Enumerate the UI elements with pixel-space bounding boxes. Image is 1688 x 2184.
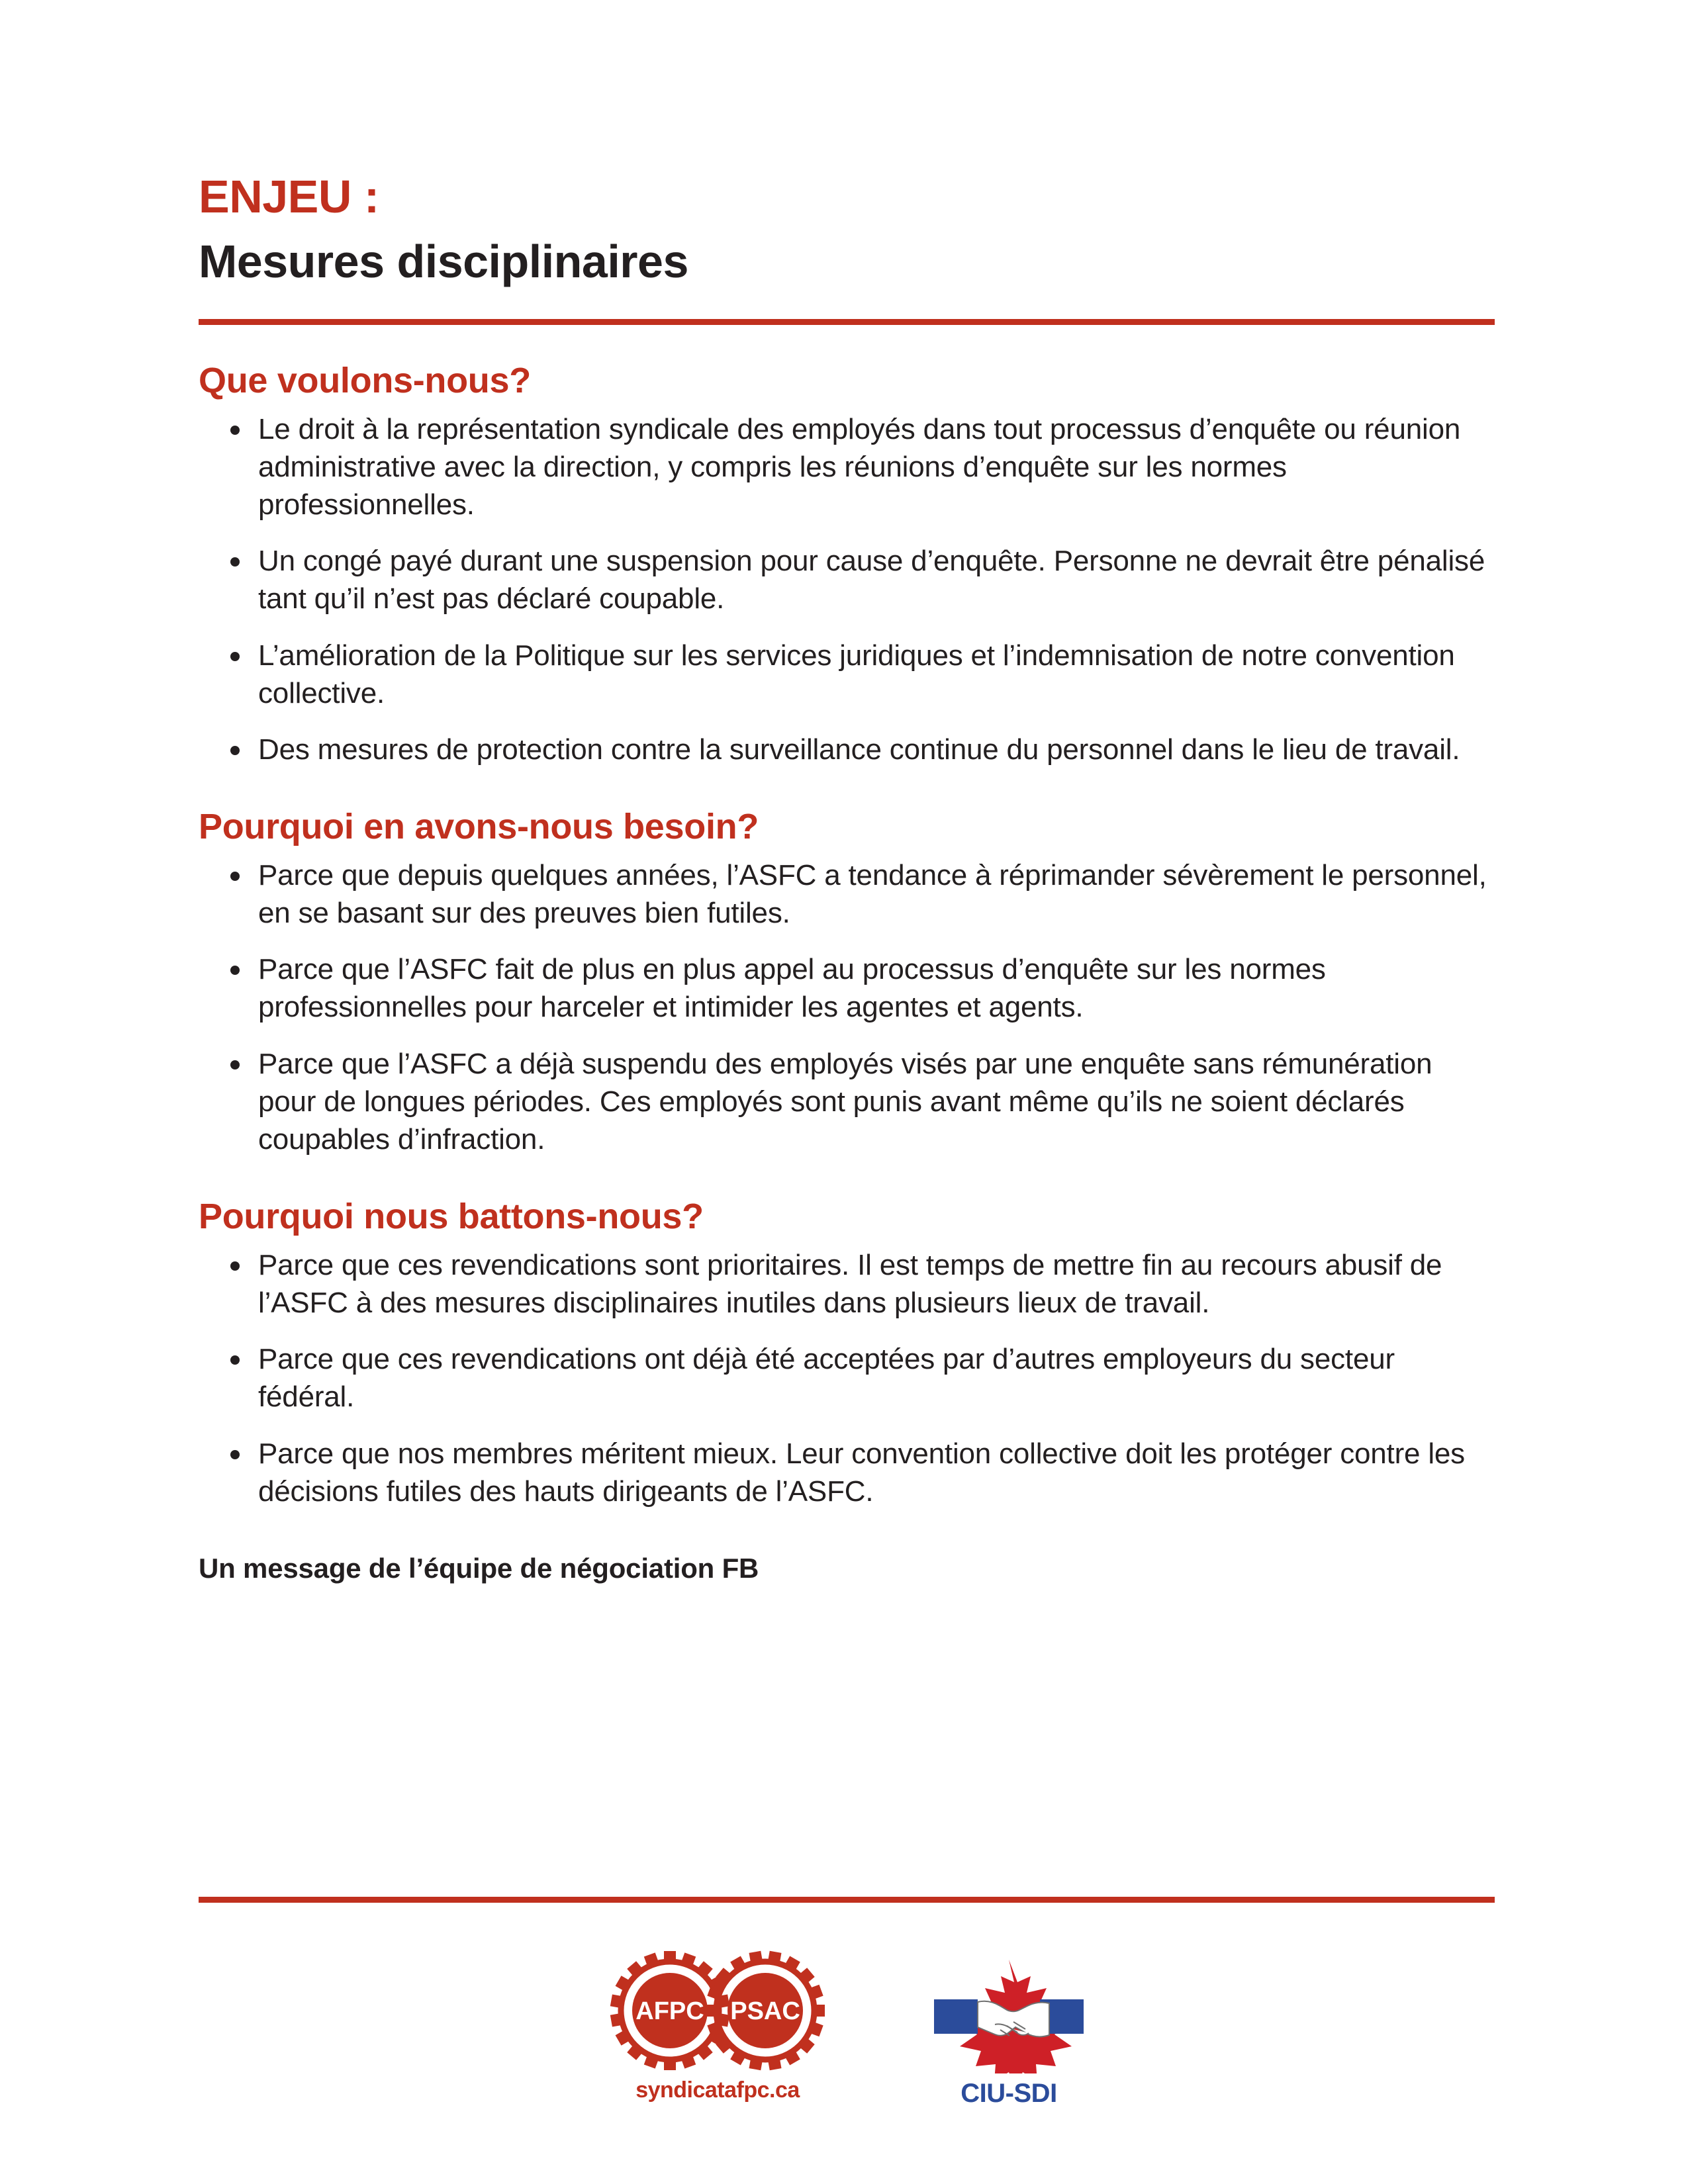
gears-icon xyxy=(598,1950,837,2071)
section xyxy=(199,1198,1495,1510)
ciu-logo xyxy=(923,1950,1095,2109)
list-item-text: Parce que ces revendications ont déjà été acceptées par d’autres employeurs du secteur fédéral. xyxy=(258,1343,1395,1414)
bullet-dot-icon xyxy=(230,1261,240,1271)
bullet-dot-icon xyxy=(230,1450,240,1459)
bullet-dot-icon xyxy=(230,652,240,661)
list-item xyxy=(199,1246,1495,1322)
bullet-dot-icon xyxy=(230,1355,240,1365)
section-heading: Pourquoi nous battons-nous? xyxy=(199,1197,704,1237)
gear-right-label: PSAC xyxy=(730,1997,800,2025)
list-item-text: Parce que l’ASFC fait de plus en plus appel au processus d’enquête sur les normes professionnelles pour harceler et intimider les agentes et agents. xyxy=(258,953,1326,1024)
list-item xyxy=(199,1435,1495,1510)
gear-left-label: AFPC xyxy=(635,1997,704,2025)
footer-divider xyxy=(199,1897,1495,1903)
list-item-text: Un congé payé durant une suspension pour cause d’enquête. Personne ne devrait être pénalisé tant qu’il n’est pas déclaré coupable. xyxy=(258,545,1485,615)
list-item-text: Parce que depuis quelques années, l’ASFC a tendance à réprimander sévèrement le personnel, en se basant sur des preuves bien futiles. xyxy=(258,858,1487,930)
bullet-dot-icon xyxy=(230,872,240,881)
bullet-dot-icon xyxy=(230,426,240,435)
psac-website-url[interactable]: syndicatafpc.ca xyxy=(635,2077,800,2103)
title-divider xyxy=(199,319,1495,325)
list-item xyxy=(199,1340,1495,1416)
list-item-text: Le droit à la représentation syndicale des employés dans tout processus d’enquête ou réunion administrative avec la direction, y compris les réunions d’enquête sur les normes professionnelles. xyxy=(258,412,1461,522)
bullet-list xyxy=(199,410,1495,769)
bullet-dot-icon xyxy=(230,557,240,567)
psac-logo xyxy=(598,1950,837,2103)
bullet-dot-icon xyxy=(230,966,240,975)
list-item-text: L’amélioration de la Politique sur les services juridiques et l’indemnisation de notre convention collective. xyxy=(258,639,1455,709)
list-item xyxy=(199,542,1495,617)
list-item xyxy=(199,637,1495,712)
list-item-text: Parce que ces revendications sont prioritaires. Il est temps de mettre fin au recours abusif de l’ASFC à des mesures disciplinaires inutiles dans plusieurs lieux de travail. xyxy=(258,1248,1442,1320)
poster-content xyxy=(199,0,1495,1584)
section-heading: Que voulons-nous? xyxy=(199,361,531,400)
bullet-list xyxy=(199,856,1495,1158)
list-item xyxy=(199,950,1495,1026)
bullet-dot-icon xyxy=(230,746,240,755)
page-title: Mesures disciplinaires xyxy=(199,236,688,287)
section-heading: Pourquoi en avons-nous besoin? xyxy=(199,807,759,847)
list-item-text: Parce que nos membres méritent mieux. Leur convention collective doit les protéger contre les décisions futiles des hauts dirigeants de l’ASFC. xyxy=(258,1437,1465,1508)
list-item-text: Des mesures de protection contre la surveillance continue du personnel dans le lieu de travail. xyxy=(258,733,1460,766)
section xyxy=(199,362,1495,768)
bullet-dot-icon xyxy=(230,1060,240,1069)
poster-footer xyxy=(199,1897,1495,2109)
title-block xyxy=(199,0,1495,325)
list-item xyxy=(199,856,1495,932)
logo-row xyxy=(199,1950,1495,2109)
list-item-text: Parce que l’ASFC a déjà suspendu des employés visés par une enquête sans rémunération pour de longues périodes. Ces employés sont punis avant même qu’ils ne soient déclarés coupables d’infraction. xyxy=(258,1047,1432,1156)
section xyxy=(199,808,1495,1158)
signoff-text: Un message de l’équipe de négociation FB xyxy=(199,1553,759,1584)
list-item xyxy=(199,1045,1495,1159)
bullet-list xyxy=(199,1246,1495,1510)
ciu-label: CIU-SDI xyxy=(961,2079,1057,2108)
sections-container xyxy=(199,362,1495,1510)
maple-leaf-handshake-icon xyxy=(926,1954,1092,2073)
list-item xyxy=(199,731,1495,768)
page-eyebrow: ENJEU : xyxy=(199,171,379,222)
list-item xyxy=(199,410,1495,524)
